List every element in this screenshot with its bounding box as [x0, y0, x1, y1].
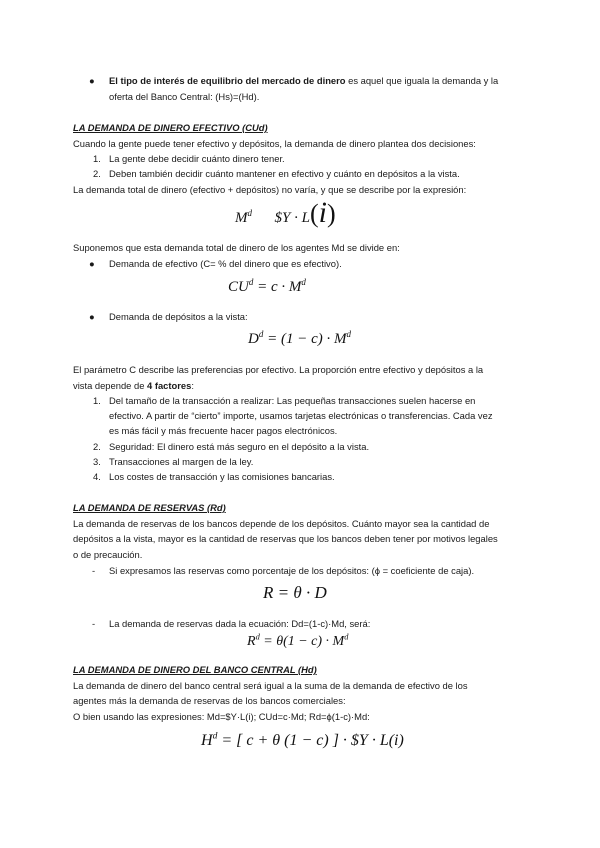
section3-line: agentes más la demanda de reservas de los bancos comerciales: [73, 695, 346, 706]
list-number: 2. [93, 168, 101, 179]
section1-p3: Suponemos que esta demanda total de dinero de los agentes Md se divide en: [73, 242, 400, 253]
list-item: Transacciones al margen de la ley. [109, 456, 254, 467]
intro-rest: es aquel que iguala la demanda y la [345, 75, 499, 86]
bullet-dot: ● [89, 311, 95, 322]
bullet-item: Demanda de depósitos a la vista: [109, 311, 248, 322]
formula-reserves: R = θ · D [263, 583, 327, 602]
bullet-dot: ● [89, 75, 95, 86]
section3-line: La demanda de dinero del banco central será igual a la suma de la demanda de efectivo de los [73, 680, 468, 691]
intro-bold: El tipo de interés de equilibrio del mercado de dinero [109, 75, 346, 86]
formula-deposit-demand: $D^d = (1 - c) \cdot M^d$ [248, 329, 351, 347]
list-number: 3. [93, 456, 101, 467]
dash-marker: - [92, 565, 96, 576]
list-item: Seguridad: El dinero está más seguro en el depósito a la vista. [109, 441, 370, 452]
list-item-cont: efectivo. A partir de “cierto” importe, usamos tarjetas electrónicas o transferencias. Cada vez [109, 410, 493, 421]
dash-marker: - [92, 618, 96, 629]
list-number: 1. [93, 395, 101, 406]
section-heading-cud: LA DEMANDA DE DINERO EFECTIVO (CUd) [73, 122, 268, 133]
section-heading-hd: LA DEMANDA DE DINERO DEL BANCO CENTRAL (Hd) [73, 664, 317, 675]
section2-line: depósitos a la vista, mayor es la cantidad de reservas que los bancos deben tener por motivos legales [73, 533, 498, 544]
list-number: 1. [93, 153, 101, 164]
section2-line: o de precaución. [73, 549, 143, 560]
list-item: La gente debe decidir cuánto dinero tener. [109, 153, 285, 164]
intro-paragraph [109, 73, 539, 88]
section1-p1: Cuando la gente puede tener efectivo y depósitos, la demanda de dinero plantea dos decisiones: [73, 138, 476, 149]
intro-line2: oferta del Banco Central: (Hs)=(Hd). [109, 91, 260, 102]
list-item: Deben también decidir cuánto mantener en efectivo y cuánto en depósitos a la vista. [109, 168, 460, 179]
section-heading-rd: LA DEMANDA DE RESERVAS (Rd) [73, 502, 226, 513]
section1-p2: La demanda total de dinero (efectivo + depósitos) no varía, y que se describe por la expresión: [73, 184, 467, 195]
section1-p4-line2: vista depende de 4 factores: [73, 380, 194, 391]
list-number: 4. [93, 471, 101, 482]
formula-cash-demand: $CU^d = c \cdot M^d$ [228, 277, 306, 295]
formula-central-bank-demand: $H^d$ = [ c + θ (1 − c) ] · $Y · L(i) [201, 730, 404, 749]
bullet-item: Demanda de efectivo (C= % del dinero que es efectivo). [109, 258, 342, 269]
dash-item: Si expresamos las reservas como porcentaje de los depósitos: (ϕ = coeficiente de caja). [109, 565, 475, 576]
list-item: Los costes de transacción y las comisiones bancarias. [109, 471, 335, 482]
list-item: Del tamaño de la transacción a realizar: Las pequeñas transacciones suelen hacerse en [109, 395, 476, 406]
bullet-dot: ● [89, 258, 95, 269]
formula-reserve-demand: $R^d = \theta(1 - c) \cdot M^d$ [247, 632, 349, 649]
section1-p4-line1: El parámetro C describe las preferencias por efectivo. La proporción entre efectivo y depósitos a la [73, 364, 484, 375]
list-item-cont: es más fácil y más frecuente hacer pagos electrónicos. [109, 425, 338, 436]
formula-money-demand: $M^d$ $Y · L(i) [235, 196, 336, 229]
section3-line: O bien usando las expresiones: Md=$Y·L(i); CUd=c·Md; Rd=ϕ(1-c)·Md: [73, 711, 370, 722]
list-number: 2. [93, 441, 101, 452]
dash-item: La demanda de reservas dada la ecuación: Dd=(1-c)·Md, será: [109, 618, 371, 629]
section2-line: La demanda de reservas de los bancos depende de los depósitos. Cuánto mayor sea la cantidad de [73, 518, 490, 529]
